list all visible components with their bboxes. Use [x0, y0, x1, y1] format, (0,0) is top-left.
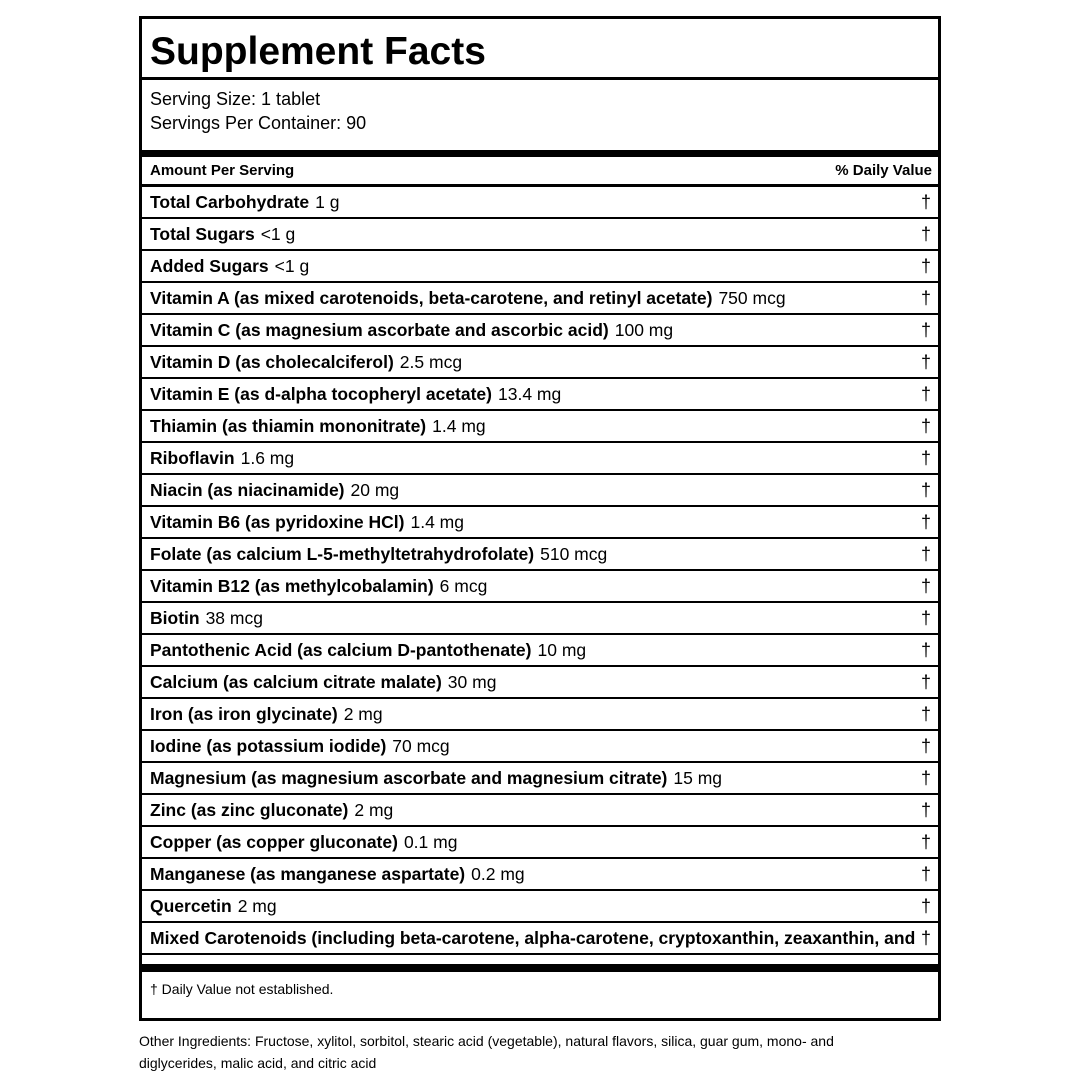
nutrient-row: [142, 859, 938, 891]
nutrient-name: Quercetin: [150, 896, 232, 916]
nutrient-amount: 70 mcg: [392, 736, 450, 756]
nutrient-amount: 6 mcg: [439, 576, 488, 596]
daily-value-dagger: †: [920, 192, 931, 212]
nutrient-name: Mixed Carotenoids (including beta-carotene, alpha-carotene, cryptoxanthin, zeaxanthin, and: [150, 928, 916, 948]
nutrient-amount: 2 mg: [354, 800, 394, 820]
daily-value-dagger: †: [920, 480, 931, 500]
nutrient-amount: 15 mg: [673, 768, 723, 788]
nutrient-name: Folate (as calcium L-5-methyltetrahydrofolate): [150, 544, 535, 564]
nutrient-amount: <1 g: [260, 224, 296, 244]
nutrient-amount: 13.4 mg: [498, 384, 562, 404]
nutrient-name: Vitamin D (as cholecalciferol): [150, 352, 394, 372]
daily-value-dagger: †: [920, 832, 931, 852]
nutrient-row: [142, 603, 938, 635]
serving-size: Serving Size: 1 tablet: [150, 89, 321, 109]
nutrient-amount: 1.4 mg: [410, 512, 464, 532]
daily-value-dagger: †: [920, 544, 931, 564]
nutrient-row: [142, 507, 938, 539]
nutrient-name: Added Sugars: [150, 256, 269, 276]
nutrient-name: Vitamin A (as mixed carotenoids, beta-carotene, and retinyl acetate): [150, 288, 713, 308]
nutrient-row: [142, 219, 938, 251]
daily-value-dagger: †: [920, 224, 931, 244]
nutrient-amount: 2.5 mcg: [399, 352, 463, 372]
daily-value-dagger: †: [920, 736, 931, 756]
nutrient-name: Copper (as copper gluconate): [150, 832, 398, 852]
daily-value-dagger: †: [920, 800, 931, 820]
nutrient-name: Thiamin (as thiamin mononitrate): [150, 416, 427, 436]
nutrient-amount: <1 g: [274, 256, 310, 276]
daily-value-dagger: †: [920, 384, 931, 404]
daily-value-dagger: †: [920, 352, 931, 372]
nutrient-name: Manganese (as manganese aspartate): [150, 864, 466, 884]
serving-info: [142, 80, 938, 157]
nutrient-name: Vitamin B6 (as pyridoxine HCl): [150, 512, 405, 532]
nutrient-name: Pantothenic Acid (as calcium D-pantothenate): [150, 640, 532, 660]
nutrient-row: [142, 347, 938, 379]
daily-value-dagger: †: [920, 928, 931, 948]
daily-value-dagger: †: [920, 640, 931, 660]
daily-value-dagger: †: [920, 512, 931, 532]
nutrient-row: [142, 251, 938, 283]
daily-value-dagger: †: [920, 608, 931, 628]
nutrient-amount: 0.2 mg: [471, 864, 525, 884]
nutrient-name: Vitamin B12 (as methylcobalamin): [150, 576, 434, 596]
nutrient-amount: 100 mg: [614, 320, 674, 340]
nutrient-name: Total Carbohydrate: [150, 192, 310, 212]
daily-value-dagger: †: [920, 256, 931, 276]
nutrient-amount: 510 mcg: [540, 544, 608, 564]
nutrient-row: [142, 315, 938, 347]
nutrient-amount: 10 mg: [537, 640, 587, 660]
nutrient-amount: 20 mg: [350, 480, 400, 500]
nutrient-name: Iron (as iron glycinate): [150, 704, 338, 724]
footnote: † Daily Value not established.: [150, 981, 334, 997]
servings-per-container: Servings Per Container: 90: [150, 112, 367, 133]
nutrient-name: Vitamin E (as d-alpha tocopheryl acetate): [150, 384, 492, 404]
nutrient-amount: 1.4 mg: [432, 416, 486, 436]
nutrient-amount: 1.6 mg: [240, 448, 295, 468]
nutrient-row: [142, 443, 938, 475]
nutrient-amount: 0.1 mg: [403, 832, 458, 852]
nutrient-row: [142, 539, 938, 571]
nutrient-amount: 1 g: [315, 192, 340, 212]
daily-value-dagger: †: [920, 288, 931, 308]
daily-value-dagger: †: [920, 416, 931, 436]
nutrient-row: [142, 635, 938, 667]
nutrient-row: [142, 411, 938, 443]
nutrient-name: Calcium (as calcium citrate malate): [150, 672, 442, 692]
nutrient-row: [142, 699, 938, 731]
nutrient-amount: 2 mg: [237, 896, 277, 916]
nutrient-row: [142, 891, 938, 923]
nutrient-name: Zinc (as zinc gluconate): [150, 800, 349, 820]
nutrient-amount: 750 mcg: [718, 288, 786, 308]
daily-value-dagger: †: [920, 768, 931, 788]
daily-value-dagger: †: [920, 704, 931, 724]
nutrient-name: Iodine (as potassium iodide): [150, 736, 387, 756]
daily-value-dagger: †: [920, 864, 931, 884]
bottom-rule: [142, 964, 938, 972]
nutrient-amount: 30 mg: [447, 672, 497, 692]
amount-per-serving-header: Amount Per Serving: [150, 162, 295, 179]
nutrient-row: [142, 923, 938, 955]
nutrient-list: [142, 187, 938, 955]
nutrient-row: [142, 571, 938, 603]
supplement-facts-panel: [139, 16, 941, 1021]
daily-value-dagger: †: [920, 320, 931, 340]
nutrient-row: [142, 795, 938, 827]
other-ingredients: Other Ingredients: Fructose, xylitol, sorbitol, stearic acid (vegetable), natural flavors, silica, guar gum, mono- and diglycerides, malic acid, and citric acid: [139, 1033, 834, 1071]
daily-value-dagger: †: [920, 672, 931, 692]
daily-value-dagger: †: [920, 576, 931, 596]
nutrient-row: [142, 379, 938, 411]
nutrient-row: [142, 667, 938, 699]
daily-value-dagger: †: [920, 896, 931, 916]
nutrient-name: Total Sugars: [150, 224, 255, 244]
nutrient-name: Magnesium (as magnesium ascorbate and magnesium citrate): [150, 768, 668, 788]
daily-value-header: % Daily Value: [835, 162, 932, 179]
nutrient-name: Riboflavin: [150, 448, 235, 468]
nutrient-amount: 38 mcg: [205, 608, 263, 628]
nutrient-row: [142, 187, 938, 219]
nutrient-row: [142, 731, 938, 763]
column-header: [142, 157, 938, 187]
daily-value-dagger: †: [920, 448, 931, 468]
nutrient-name: Vitamin C (as magnesium ascorbate and ascorbic acid): [150, 320, 609, 340]
nutrient-name: Biotin: [150, 608, 200, 628]
nutrient-row: [142, 763, 938, 795]
nutrient-row: [142, 283, 938, 315]
nutrient-amount: 2 mg: [343, 704, 383, 724]
panel-title: Supplement Facts: [142, 19, 938, 80]
nutrient-row: [142, 475, 938, 507]
nutrient-name: Niacin (as niacinamide): [150, 480, 345, 500]
nutrient-row: [142, 827, 938, 859]
